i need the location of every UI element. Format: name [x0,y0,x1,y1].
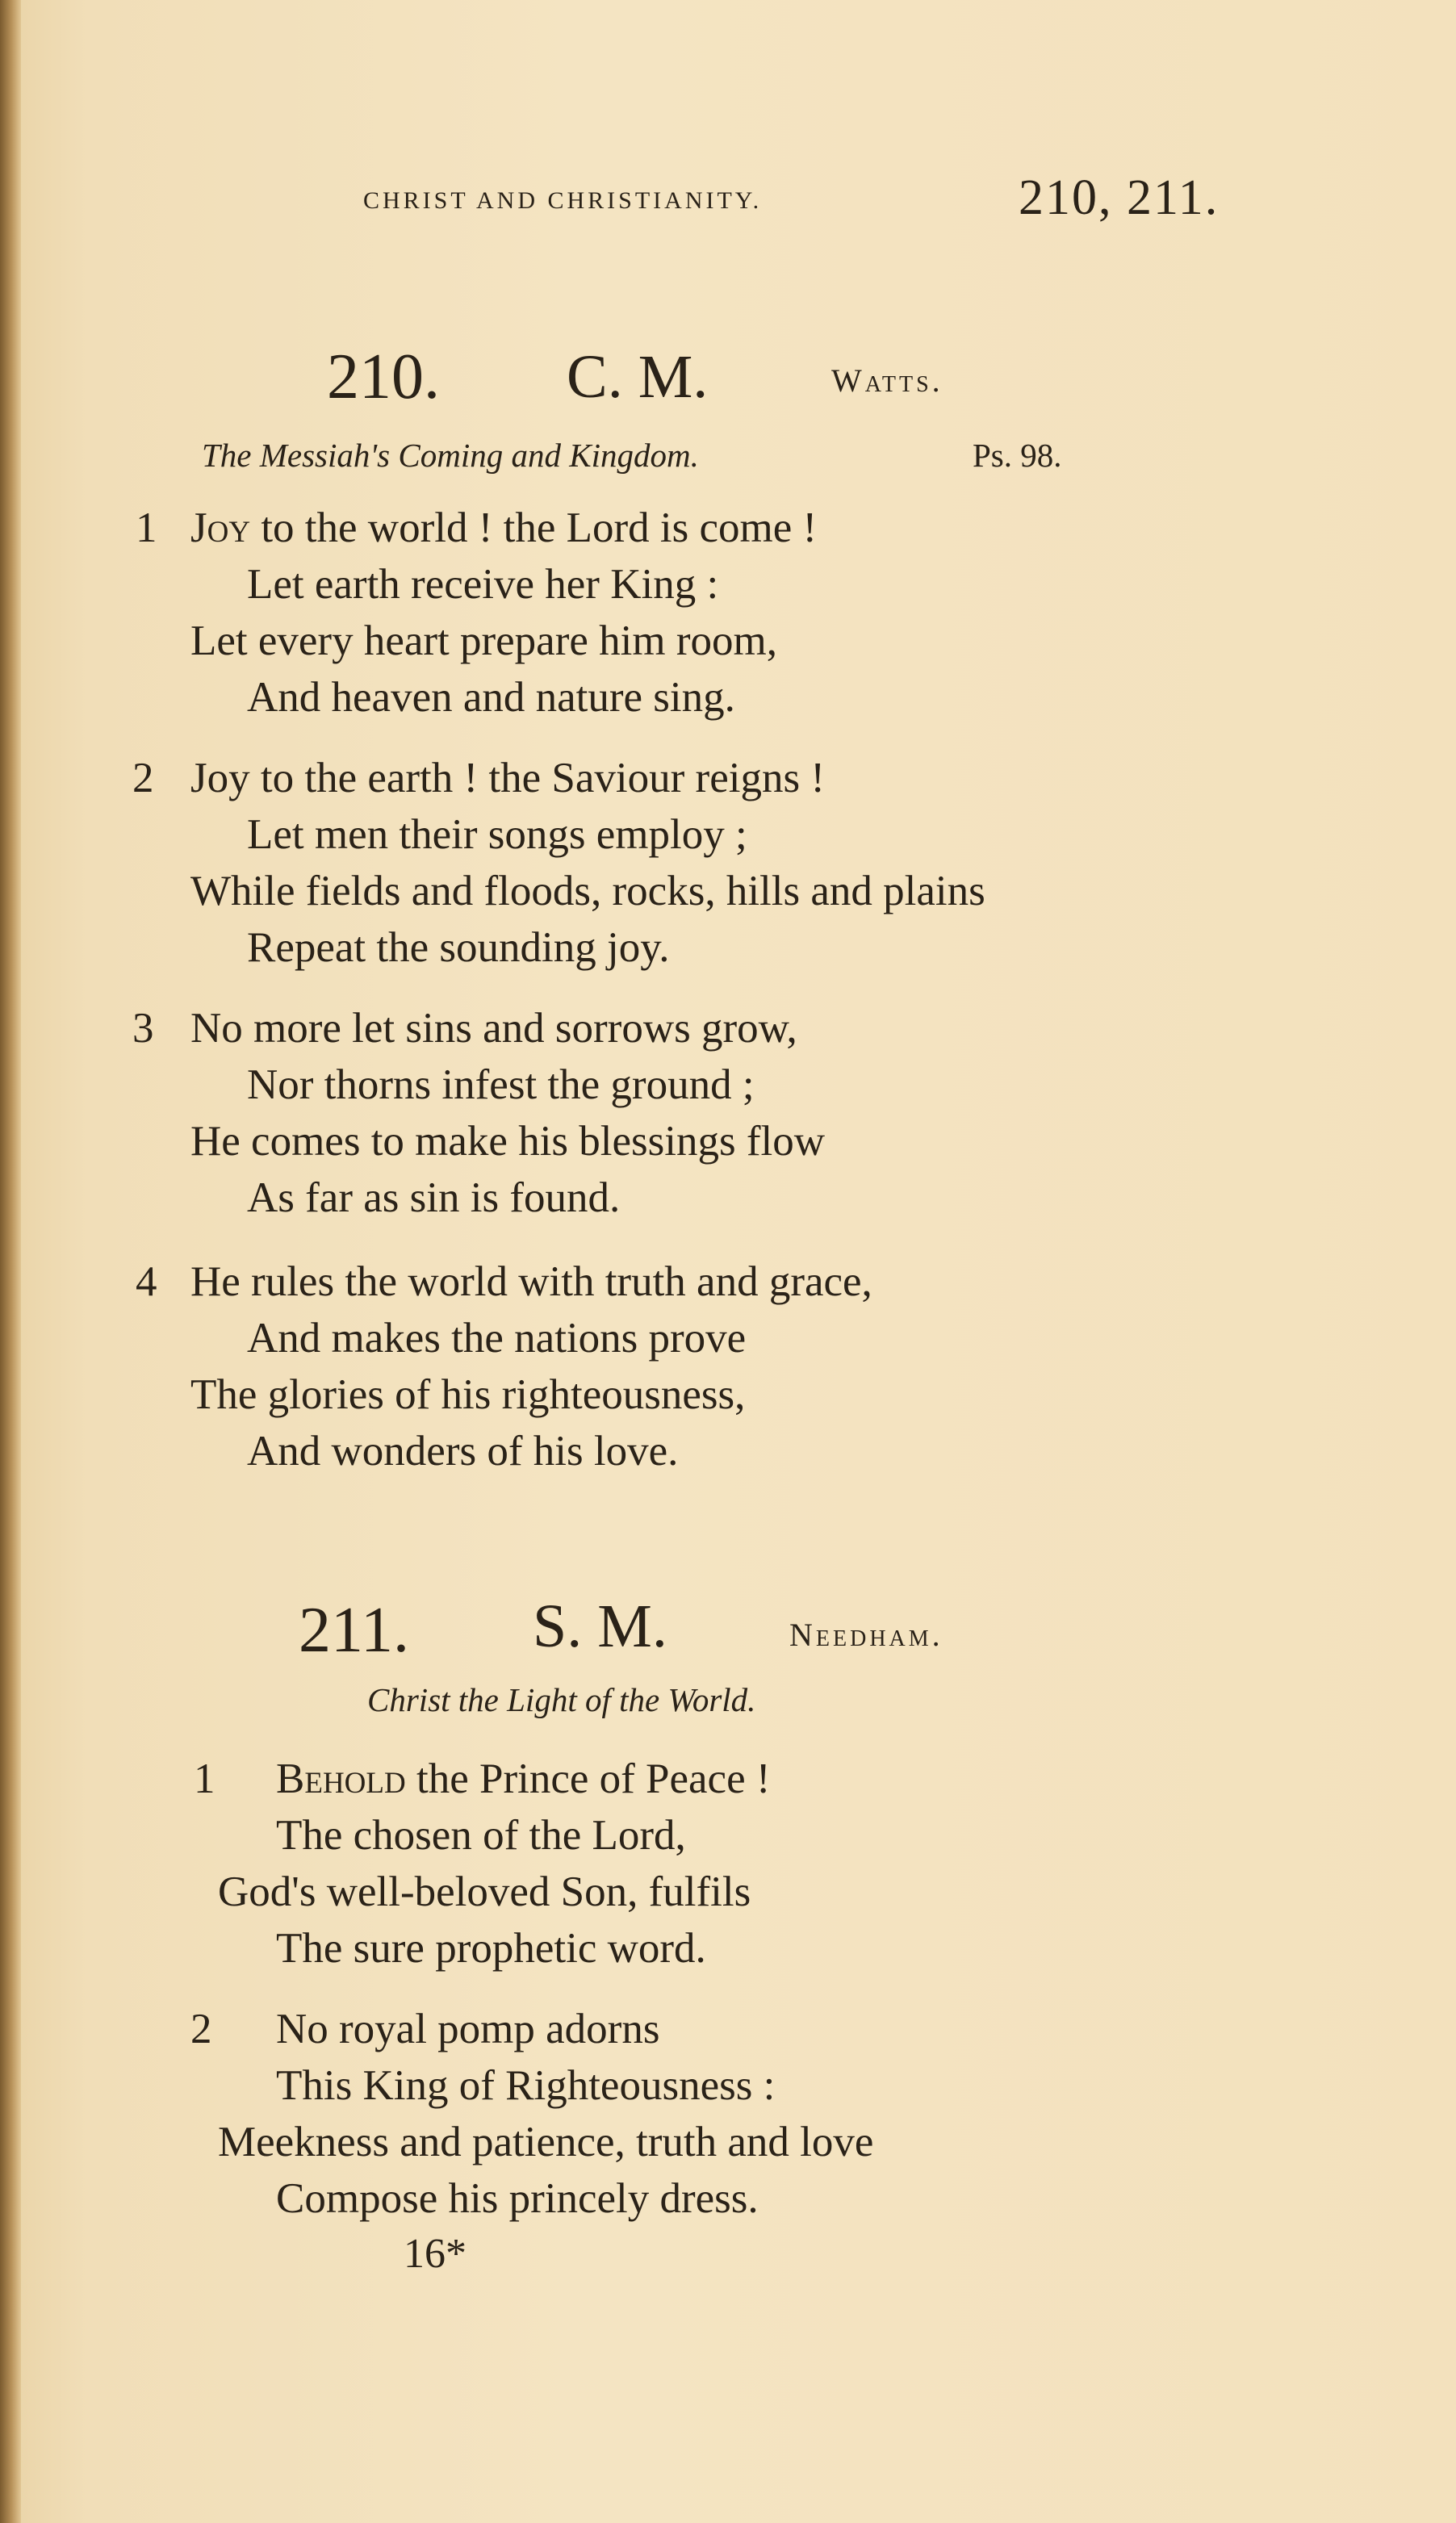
verse-line: While fields and floods, rocks, hills and plains [190,868,985,914]
verse-opening-word: Joy [190,504,251,551]
running-title: CHRIST AND CHRISTIANITY. [363,187,763,214]
verse-line: And heaven and nature sing. [247,674,735,721]
hymn-210-author: Watts. [831,362,943,399]
verse-number: 3 [132,1005,154,1052]
verse-line: Compose his princely dress. [276,2175,759,2222]
verse-number: 1 [136,504,157,551]
hymn-211-author: Needham. [789,1617,943,1653]
verse-line: And makes the nations prove [247,1315,747,1362]
verse-opening-word: Behold [276,1755,406,1802]
verse-number: 2 [132,755,154,801]
verse-line: Repeat the sounding joy. [247,924,670,971]
hymn-211-meter: S. M. [533,1592,667,1660]
hymn-210-title: The Messiah's Coming and Kingdom. [202,437,699,474]
verse-line: Nor thorns infest the ground ; [247,1061,755,1108]
hymn-210-scripture-reference: Ps. 98. [973,437,1062,474]
verse-line: This King of Righteousness : [276,2062,776,2109]
verse-line: God's well-beloved Son, fulfils [218,1868,751,1915]
verse-line: Let earth receive her King : [247,561,719,608]
hymn-211-title: Christ the Light of the World. [367,1681,756,1718]
signature-mark: 16* [404,2231,467,2277]
page-spine-edge [0,0,21,2523]
verse-line [190,504,817,552]
verse-line: The chosen of the Lord, [276,1812,686,1859]
verse-line: Joy to the earth ! the Saviour reigns ! [190,755,825,801]
hymn-210-meter: C. M. [567,343,709,411]
verse-line: Let every heart prepare him room, [190,617,777,664]
verse-line: He rules the world with truth and grace, [190,1258,872,1305]
verse-number: 2 [190,2006,212,2052]
verse-line-rest: to the world ! the Lord is come ! [250,504,818,551]
verse-line: No royal pomp adorns [276,2006,660,2052]
verse-line: And wonders of his love. [247,1428,679,1475]
hymn-range: 210, 211. [1019,170,1220,225]
verse-line [276,1755,771,1803]
verse-line: He comes to make his blessings flow [190,1118,826,1165]
hymn-210-number: 210. [327,341,440,412]
verse-line: Let men their songs employ ; [247,811,747,858]
verse-number: 1 [194,1755,215,1802]
verse-number: 4 [136,1258,157,1305]
hymn-211-number: 211. [299,1595,410,1666]
verse-line: As far as sin is found. [247,1174,621,1221]
verse-line: No more let sins and sorrows grow, [190,1005,797,1052]
verse-line: The glories of his righteousness, [190,1371,746,1418]
verse-line: The sure prophetic word. [276,1925,706,1972]
verse-line: Meekness and patience, truth and love [218,2119,874,2165]
verse-line-rest: the Prince of Peace ! [405,1755,771,1802]
